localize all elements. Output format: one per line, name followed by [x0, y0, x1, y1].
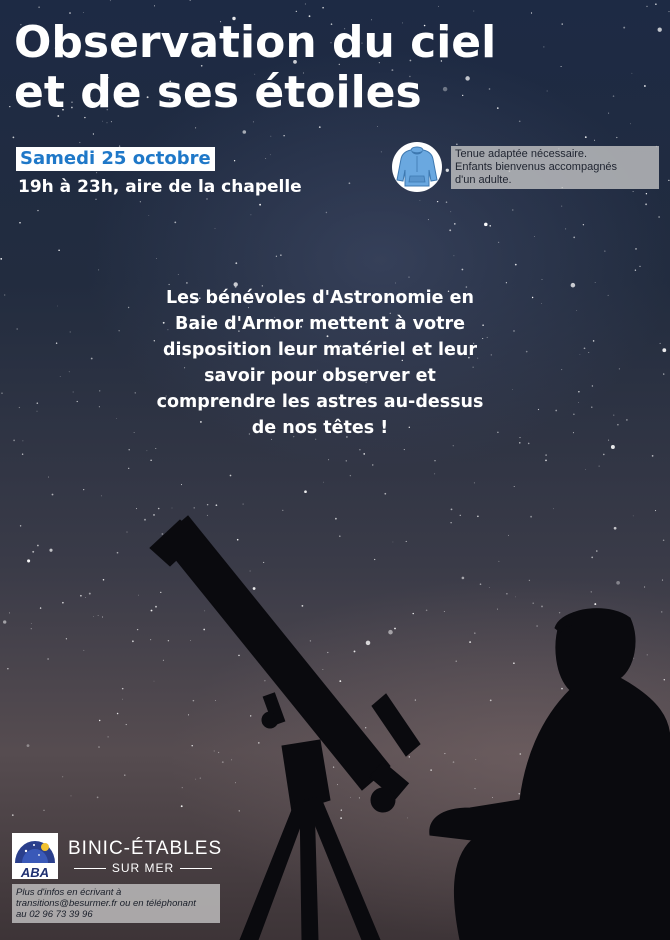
event-time-place: 19h à 23h, aire de la chapelle — [18, 177, 302, 197]
poster-title — [14, 18, 496, 118]
description-line: Baie d'Armor mettent à votre — [175, 314, 465, 334]
binic-logo-name: BINIC-ÉTABLES — [68, 838, 223, 859]
hoodie-icon — [392, 142, 442, 192]
logo-rule — [74, 868, 106, 869]
description-line: savoir pour observer et — [204, 366, 436, 386]
note-line: d'un adulte. — [455, 174, 512, 186]
info-line: transitions@besurmer.fr ou en téléphonant — [16, 898, 196, 909]
binic-logo-subtitle: SUR MER — [111, 861, 175, 875]
description-line: de nos têtes ! — [251, 418, 389, 438]
info-line: au 02 96 73 39 96 — [16, 909, 93, 920]
aba-logo-text: ABA — [20, 865, 50, 879]
logo-rule — [180, 868, 212, 869]
note-line: Enfants bienvenus accompagnés — [455, 161, 618, 173]
description-line: disposition leur matériel et leur — [162, 340, 478, 360]
title-line-1: Observation du ciel — [14, 17, 497, 68]
description-line: comprendre les astres au-dessus — [156, 392, 484, 412]
info-line: Plus d'infos en écrivant à — [16, 887, 122, 898]
binic-etables-logo — [68, 838, 223, 875]
dress-code-note — [451, 146, 659, 189]
note-line: Tenue adaptée nécessaire. — [455, 148, 588, 160]
event-description — [130, 285, 510, 441]
event-date: Samedi 25 octobre — [16, 147, 215, 171]
description-line: Les bénévoles d'Astronomie en — [166, 288, 474, 308]
contact-info — [12, 884, 220, 923]
title-line-2: et de ses étoiles — [14, 67, 422, 118]
aba-logo — [12, 833, 58, 879]
